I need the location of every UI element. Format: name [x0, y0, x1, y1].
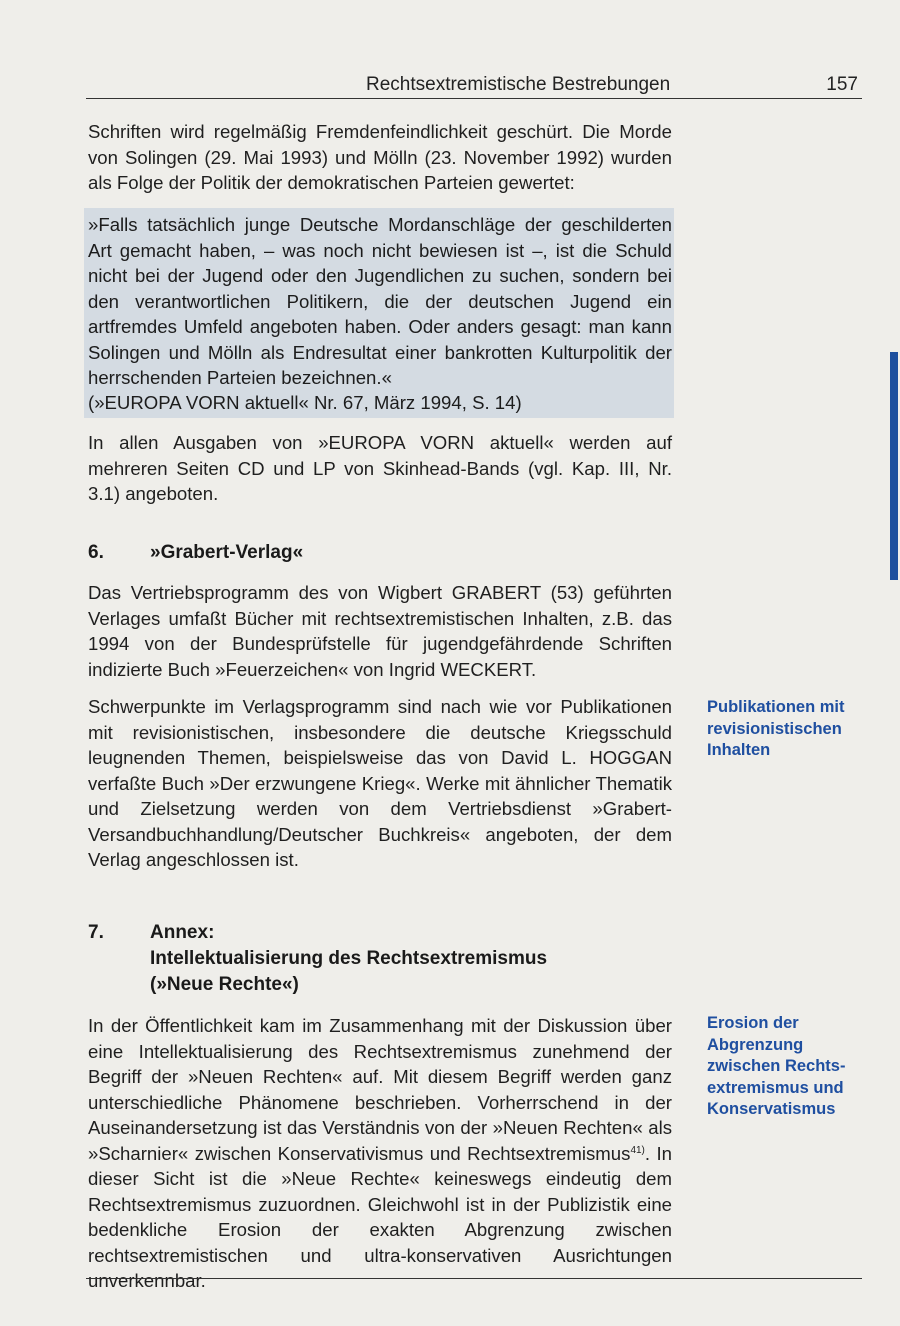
section-title: »Grabert-Verlag«: [150, 542, 304, 563]
margin-note-erosion: Erosion der Abgrenzung zwischen Rechts-extremismus und Konservatismus: [707, 1014, 846, 1118]
section-title-line-3: (»Neue Rechte«): [150, 974, 299, 995]
section-title-line-2: Intellektualisierung des Rechtsextremismus: [150, 948, 548, 969]
quote-source: (»EUROPA VORN aktuell« Nr. 67, März 1994, S. 14): [88, 392, 522, 413]
europa-paragraph: In allen Ausgaben von »EUROPA VORN aktuell« werden auf mehreren Seiten CD und LP von Skinhead-Bands (vgl. Kap. III, Nr. 3.1) angeboten.: [88, 432, 672, 504]
margin-note-publikationen: Publikationen mit revisionistischen Inhalten: [707, 698, 845, 759]
page-number: 157: [826, 74, 858, 95]
paragraph-text-part-2: . In dieser Sicht ist die »Neue Rechte« keineswegs eindeutig dem Rechtsextremismus zuzuordnen. Gleichwohl ist in der Publizistik eine bedenkliche Erosion der exakten Abgrenzung zwischen rechtsextremistischen und ultra-konservativen Ausrichtungen unverkennbar.: [88, 1142, 672, 1291]
paragraph-text-part-1: In der Öffentlichkeit kam im Zusammenhang mit der Diskussion über eine Intellektualisierung des Rechtsextremismus zunehmend der Begriff der »Neuen Rechten« auf. Mit diesem Begriff werden ganz unterschiedliche Phänomene beschrieben. Vorherrschend in der Auseinandersetzung ist das Verständnis von der »Neuen Rechten« als »Scharnier« zwischen Konservativismus und Rechtsextremismus: [88, 1015, 672, 1164]
section-title-line-1: Annex:: [150, 922, 215, 943]
grabert-paragraph-1: Das Vertriebsprogramm des von Wigbert GRABERT (53) geführten Verlages umfaßt Bücher mit rechtsextremistischen Inhalten, z.B. das 1994 von der Bundesprüfstelle für jugendgefährdende Schriften indizierte Buch »Feuerzeichen« von Ingrid WECKERT.: [88, 582, 672, 680]
running-title: Rechtsextremistische Bestrebungen: [366, 74, 671, 95]
grabert-paragraph-2: Schwerpunkte im Verlagsprogramm sind nach wie vor Publikationen mit revisionistischen, insbesondere die deutsche Kriegsschuld leugnenden Themen, beispielsweise das von David L. HOGGAN verfaßte Buch »Der erzwungene Krieg«. Werke mit ähnlicher Thematik und Zielsetzung werden von dem Vertriebsdienst »Grabert-Versandbuchhandlung/Deutscher Buchkreis« angeboten, der dem Verlag angeschlossen ist.: [88, 696, 672, 870]
section-7-heading: [88, 920, 688, 1000]
quote-text: »Falls tatsächlich junge Deutsche Mordanschläge der geschilderten Art gemacht haben, – was noch nicht bewiesen ist –, ist die Schuld nicht bei der Jugend oder den Jugendlichen zu suchen, sondern bei den verantwortlichen Politikern, die der deutschen Jugend ein artfremdes Umfeld angeboten haben. Oder anders gesagt: man kann Solingen und Mölln als Endresultat einer bankrotten Kulturpolitik der herrschenden Parteien bezeichnen.«: [88, 214, 672, 388]
page-header: [86, 72, 862, 99]
footnote-reference: 41): [630, 1144, 645, 1156]
neue-rechte-paragraph: [88, 1013, 672, 1294]
footer-rule: [86, 1278, 862, 1279]
section-number: 6.: [88, 542, 104, 563]
chapter-marker-bar: [890, 352, 898, 580]
intro-paragraph: Schriften wird regelmäßig Fremdenfeindlichkeit geschürt. Die Morde von Solingen (29. Mai 1993) und Mölln (23. November 1992) wurden als Folge der Politik der demokratischen Parteien gewertet:: [88, 121, 672, 193]
section-6-heading: [88, 540, 648, 566]
section-number: 7.: [88, 922, 104, 943]
